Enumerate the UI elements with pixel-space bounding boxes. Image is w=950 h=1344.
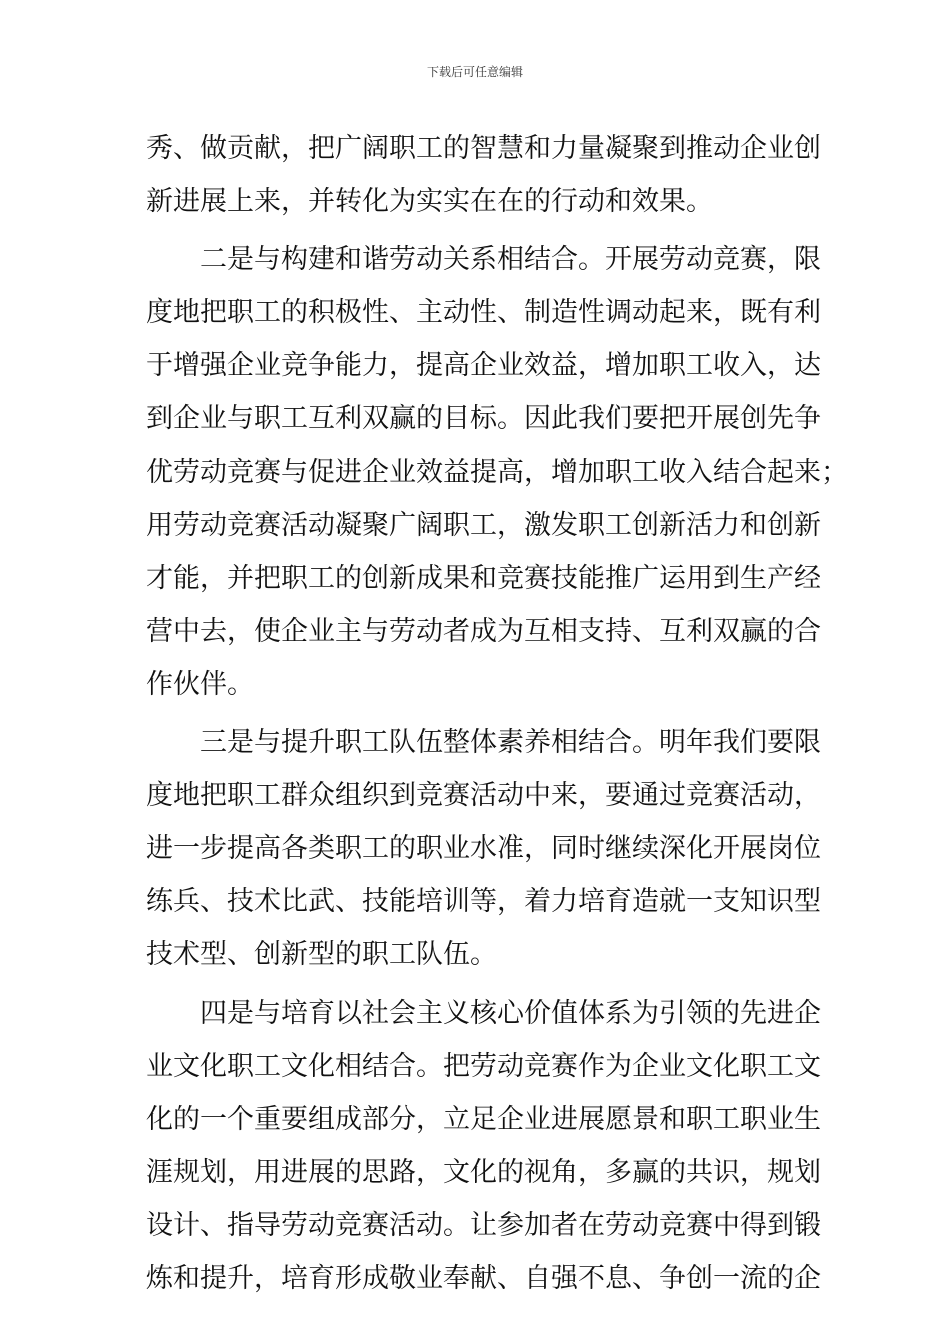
text-line: 涯规划，用进展的思路，文化的视角，多赢的共识，规划 [146, 1156, 821, 1188]
text-line: 四是与培育以社会主义核心价值体系为引领的先进企 [200, 997, 821, 1029]
paragraph-1 [146, 122, 821, 228]
text-line: 优劳动竞赛与促进企业效益提高，增加职工收入结合起来； [146, 456, 848, 488]
text-line: 技术型、创新型的职工队伍。 [146, 939, 497, 971]
text-line: 度地把职工的积极性、主动性、制造性调动起来，既有利 [146, 297, 821, 329]
text-line: 才能，并把职工的创新成果和竞赛技能推广运用到生产经 [146, 562, 821, 594]
text-line: 度地把职工群众组织到竞赛活动中来，要通过竞赛活动， [146, 780, 821, 812]
text-line: 秀、做贡献，把广阔职工的智慧和力量凝聚到推动企业创 [146, 133, 821, 164]
page-header-note: 下载后可任意编辑 [426, 65, 523, 79]
paragraph-3 [146, 716, 821, 981]
text-line: 作伙伴。 [146, 668, 254, 700]
text-line: 练兵、技术比武、技能培训等，着力培育造就一支知识型 [146, 886, 821, 918]
text-line: 炼和提升，培育形成敬业奉献、自强不息、争创一流的企 [146, 1262, 821, 1294]
text-line: 设计、指导劳动竞赛活动。让参加者在劳动竞赛中得到锻 [146, 1209, 821, 1241]
document-body [146, 122, 848, 1305]
text-line: 进一步提高各类职工的职业水准，同时继续深化开展岗位 [146, 833, 821, 865]
paragraph-2 [146, 233, 848, 711]
text-line: 于增强企业竞争能力，提高企业效益，增加职工收入，达 [146, 350, 821, 382]
text-line: 业文化职工文化相结合。把劳动竞赛作为企业文化职工文 [146, 1050, 821, 1082]
text-line: 三是与提升职工队伍整体素养相结合。明年我们要限 [200, 727, 821, 759]
text-line: 营中去，使企业主与劳动者成为互相支持、互利双赢的合 [146, 615, 821, 647]
paragraph-4 [146, 987, 821, 1306]
text-line: 新进展上来，并转化为实实在在的行动和效果。 [146, 186, 713, 218]
text-line: 化的一个重要组成部分，立足企业进展愿景和职工职业生 [146, 1103, 821, 1135]
text-line: 二是与构建和谐劳动关系相结合。开展劳动竞赛，限 [200, 244, 821, 276]
text-line: 到企业与职工互利双赢的目标。因此我们要把开展创先争 [146, 403, 821, 435]
text-line: 用劳动竞赛活动凝聚广阔职工，激发职工创新活力和创新 [146, 509, 821, 541]
